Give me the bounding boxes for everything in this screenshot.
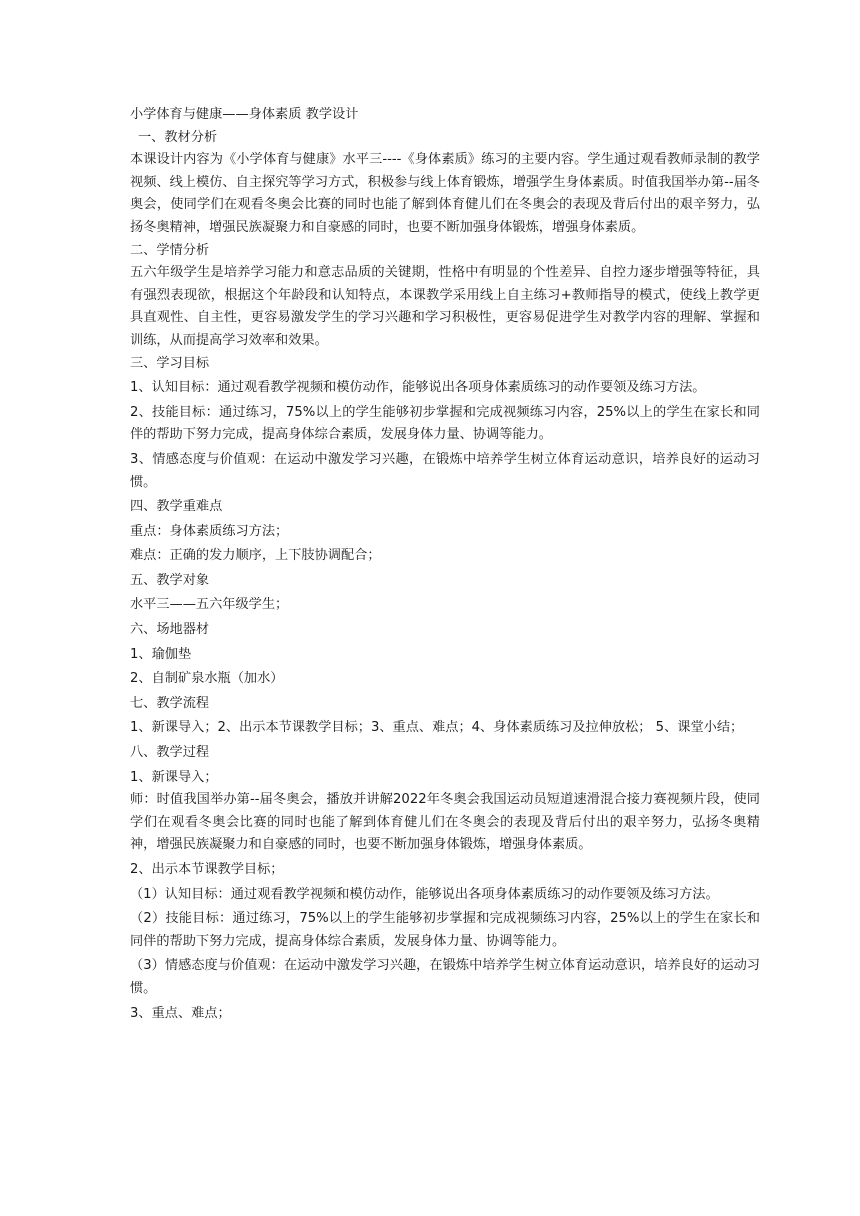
process-step-body: 师：时值我国举办第--届冬奥会，播放并讲解2022年冬奥会我国运动员短道速滑混合接力赛视频片段，使同学们在观看冬奥会比赛的同时也能了解到体育健儿们在冬奥会的表现及背后付出的艰辛努力，弘扬冬奥精神，增强民族凝聚力和自豪感的同时，也要不断加强身体锻炼，增强身体素质。	[130, 792, 760, 853]
process-goal-item: （3）情感态度与价值观：在运动中激发学习兴趣，在锻炼中培养学生树立体育运动意识，培养良好的运动习惯。	[130, 958, 760, 996]
section-body-textbook-analysis: 本课设计内容为《小学体育与健康》水平三----《身体素质》练习的主要内容。学生通过观看教师录制的教学视频、线上模仿、自主探究等学习方式，积极参与线上体育锻炼，增强学生身体素质。时值我国举办第--届冬奥会，使同学们在观看冬奥会比赛的同时也能了解到体育健儿们在冬奥会的表现及背后付出的艰辛努力，弘扬冬奥精神，增强民族凝聚力和自豪感的同时，也要不断加强身体锻炼，增强身体素质。	[130, 152, 760, 235]
learning-goal-item: 3、情感态度与价值观：在运动中激发学习兴趣，在锻炼中培养学生树立体育运动意识，培养良好的运动习惯。	[130, 451, 760, 490]
section-heading-textbook-analysis: 一、教材分析	[138, 129, 218, 145]
section-heading-flow: 七、教学流程	[130, 695, 210, 711]
section-body-target: 水平三——五六年级学生；	[130, 597, 289, 613]
section-body-student-analysis: 五六年级学生是培养学习能力和意志品质的关键期，性格中有明显的个性差异、自控力逐步增强等特征，具有强烈表现欲，根据这个年龄段和认知特点，本课教学采用线上自主练习+教师指导的模式，使线上教学更具直观性、自主性，更容易激发学生的学习兴趣和学习积极性，更容易促进学生对教学内容的理解、掌握和训练，从而提高学习效率和效果。	[130, 265, 760, 348]
section-heading-key-difficult: 四、教学重难点	[130, 499, 223, 515]
process-goal-item: （1）认知目标：通过观看教学视频和模仿动作，能够说出各项身体素质练习的动作要领及练习方法。	[130, 886, 719, 902]
section-heading-learning-goals: 三、学习目标	[130, 355, 210, 371]
document-title: 小学体育与健康——身体素质 教学设计	[130, 107, 359, 122]
document-page	[130, 104, 760, 1025]
learning-goal-item: 1、认知目标：通过观看教学视频和模仿动作，能够说出各项身体素质练习的动作要领及练习方法。	[130, 380, 706, 396]
process-step-heading: 3、重点、难点；	[130, 1005, 231, 1021]
section-heading-student-analysis: 二、学情分析	[130, 242, 210, 258]
equipment-item: 2、自制矿泉水瓶（加水）	[130, 671, 284, 687]
process-step-heading: 2、出示本节课教学目标；	[130, 862, 284, 877]
section-heading-process: 八、教学过程	[130, 745, 210, 761]
equipment-item: 1、瑜伽垫	[130, 646, 192, 662]
section-body-flow: 1、新课导入；2、出示本节课教学目标；3、重点、难点；4、身体素质练习及拉伸放松； 5、课堂小结；	[130, 720, 744, 736]
key-point: 重点：身体素质练习方法；	[130, 523, 289, 539]
learning-goal-item: 2、技能目标：通过练习，75%以上的学生能够初步掌握和完成视频练习内容，25%以上的学生在家长和同伴的帮助下努力完成，提高身体综合素质，发展身体力量、协调等能力。	[130, 404, 760, 443]
section-heading-equipment: 六、场地器材	[130, 622, 210, 638]
process-step-heading: 1、新课导入；	[130, 769, 218, 785]
difficult-point: 难点：正确的发力顺序，上下肢协调配合；	[130, 548, 381, 564]
process-goal-item: （2）技能目标：通过练习，75%以上的学生能够初步掌握和完成视频练习内容，25%以上的学生在家长和同伴的帮助下努力完成，提高身体综合素质，发展身体力量、协调等能力。	[130, 911, 760, 949]
section-heading-target: 五、教学对象	[130, 572, 210, 588]
